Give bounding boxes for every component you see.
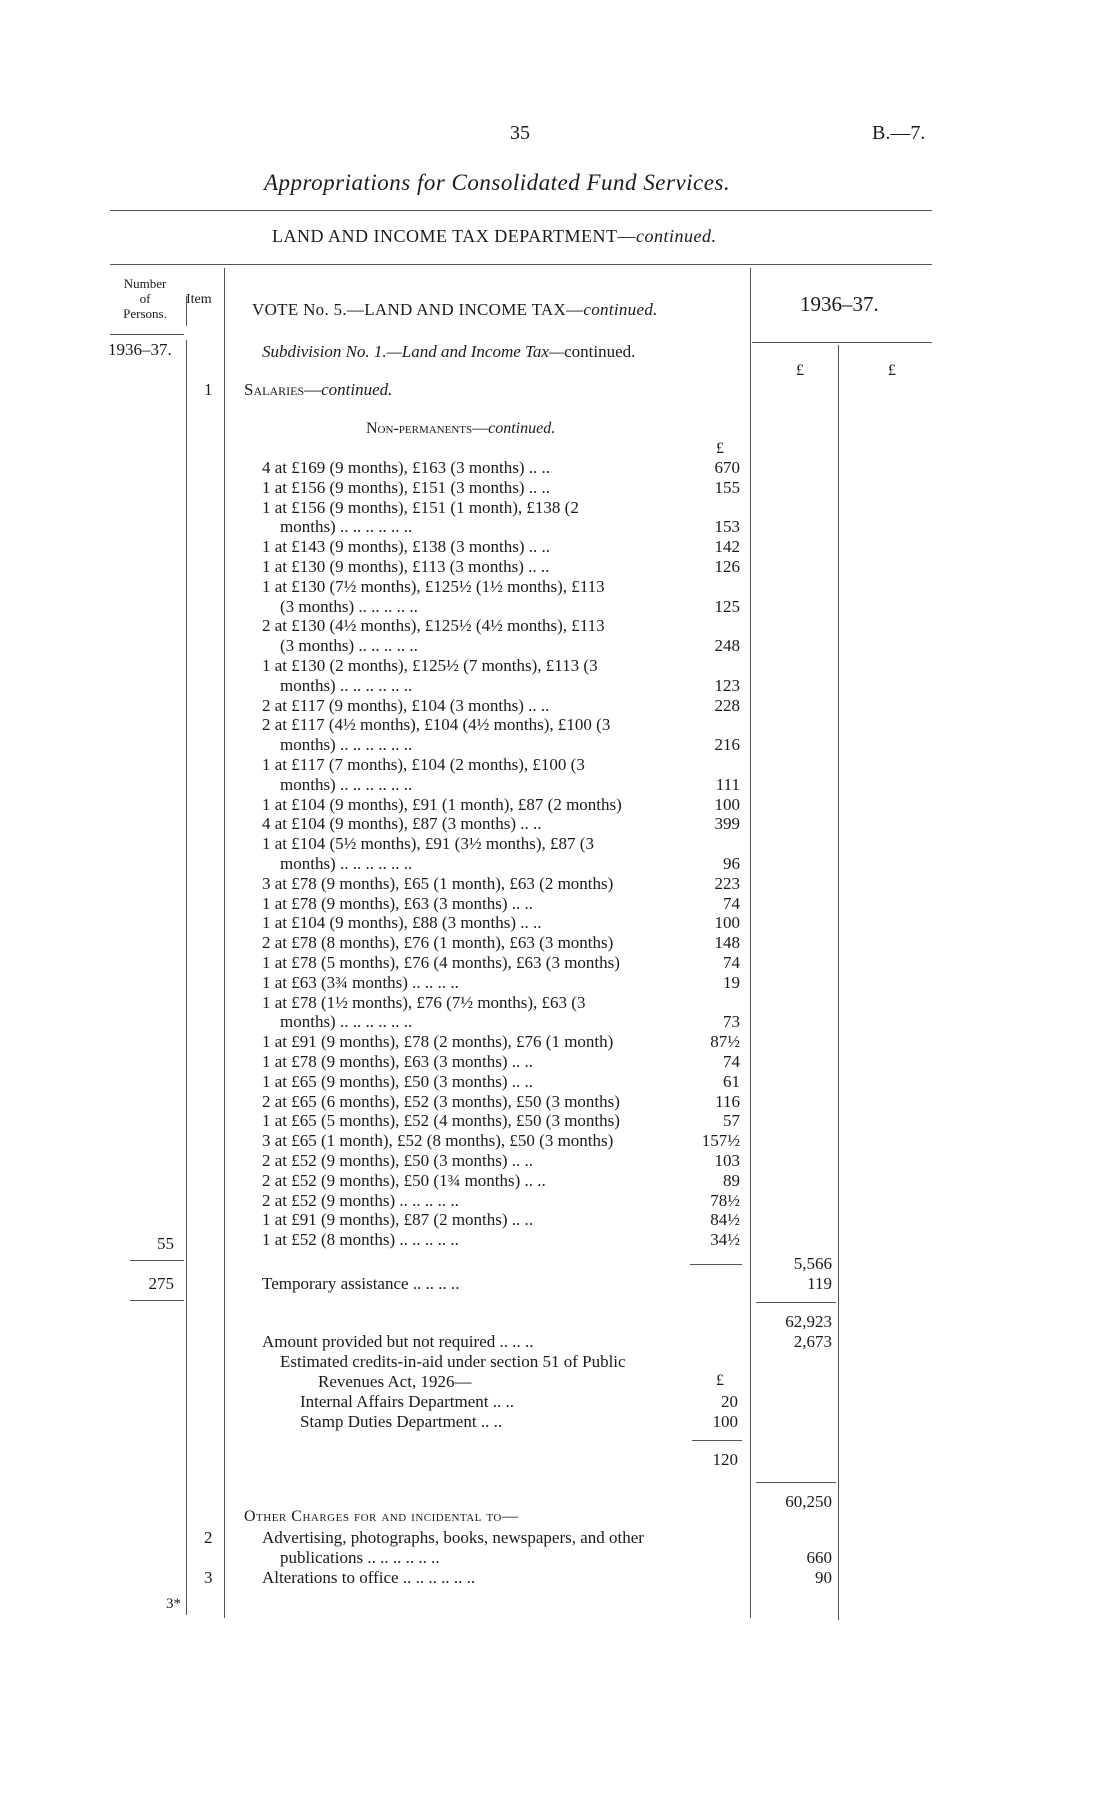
salary-row-description: 1 at £65 (9 months), £50 (3 months) .. .. [262,1071,534,1091]
salary-row-amount: 142 [714,537,740,557]
salary-row-description: (3 months) .. .. .. .. .. [280,596,418,616]
salary-row-amount: 125 [714,596,740,616]
credits-label: Estimated credits-in-aid under section 51 of Public [280,1352,626,1371]
salary-row-description: 1 at £91 (9 months), £78 (2 months), £76 (1 month) [262,1032,614,1052]
salary-row-amount: 157½ [701,1131,740,1151]
salary-row-amount: 74 [723,893,740,913]
salary-row-amount: 103 [714,1151,740,1170]
gross-total: 62,923 [785,1312,832,1331]
salary-row [262,1012,740,1032]
number-of-persons-header [112,276,178,321]
salary-row-amount: 89 [723,1170,740,1190]
salary-row-description: (3 months) .. .. .. .. .. [280,636,418,656]
salary-row-amount: 126 [714,557,740,576]
salary-row-amount: 216 [714,735,740,755]
credits-total: 120 [712,1450,738,1469]
salary-row [262,537,740,557]
other-item-2-amount: 660 [806,1548,832,1567]
salary-row [262,1052,740,1072]
salary-row-description: 2 at £78 (8 months), £76 (1 month), £63 (3 months) [262,933,614,953]
salaries-heading [244,380,392,400]
salary-row [262,993,740,1013]
salary-row [262,597,740,617]
salary-row-amount: 78½ [710,1190,740,1210]
not-required-amount: 2,673 [793,1332,832,1351]
page-title: Appropriations for Consolidated Fund Services. [264,170,731,195]
salary-row [262,676,740,696]
net-total: 60,250 [785,1492,832,1511]
salary-row-amount: 19 [723,972,740,992]
salary-row-description: 1 at £104 (9 months), £91 (1 month), £87 (2 months) [262,794,622,814]
salary-row-description: 1 at £65 (5 months), £52 (4 months), £50 (3 months) [262,1111,620,1131]
salary-row [262,953,740,973]
salary-row [262,1151,740,1171]
pound-col2-header: £ [888,362,896,379]
salary-row-amount: 84½ [710,1210,740,1230]
salaries-subtotal-rule [690,1264,742,1265]
salary-row-amount: 148 [714,933,740,953]
salary-row-description: 3 at £78 (9 months), £65 (1 month), £63 (2 months) [262,873,614,893]
salary-row [262,735,740,755]
vote-title: VOTE No. 5.—LAND AND INCOME TAX— [252,300,584,319]
divider-col1-col2 [838,345,839,1620]
credits-rule [692,1440,742,1441]
item-header: Item [186,292,212,307]
salary-row-description: 2 at £117 (4½ months), £104 (4½ months), £100 (3 [262,715,611,735]
salary-row-description: 1 at £156 (9 months), £151 (1 month), £138 (2 [262,497,579,517]
salary-row-description: 4 at £169 (9 months), £163 (3 months) .. .. [262,458,551,477]
salaries-cont: continued. [321,380,393,399]
other-item-2-desc: Advertising, photographs, books, newspapers, and other [262,1528,644,1547]
salary-row-description: 4 at £104 (9 months), £87 (3 months) .. .. [262,814,542,834]
salary-row [262,894,740,914]
salary-row-amount: 96 [723,854,740,873]
number-label-2: of [139,291,151,306]
salary-row-description: 1 at £63 (3¾ months) .. .. .. .. [262,972,459,992]
divider-item-desc [224,268,225,1618]
internal-affairs-label: Internal Affairs Department .. .. [300,1392,515,1411]
salary-row [262,498,740,518]
salaries-pound-sign: £ [716,440,724,457]
salary-row-description: 1 at £78 (5 months), £76 (4 months), £63 (3 months) [262,953,620,972]
salary-row [262,913,740,933]
salary-row [262,1072,740,1092]
salary-row-amount: 34½ [710,1230,740,1250]
salary-row [262,696,740,716]
persons-year: 1936–37. [108,340,172,359]
vote-heading [252,300,658,320]
salary-row-amount: 670 [714,458,740,477]
salary-row-description: 1 at £104 (5½ months), £91 (3½ months), £87 (3 [262,834,594,854]
persons-total-rule [130,1300,184,1301]
salary-row [262,795,740,815]
salary-row [262,577,740,597]
department-name: LAND AND INCOME TAX DEPARTMENT— [272,226,636,246]
salary-row-description: 2 at £52 (9 months) .. .. .. .. .. [262,1190,459,1210]
salary-row [262,557,740,577]
salary-row-description: 1 at £117 (7 months), £104 (2 months), £100 (3 [262,755,585,774]
salary-row [262,1171,740,1191]
page-number: 35 [510,122,530,144]
salary-row [262,636,740,656]
salary-row-description: months) .. .. .. .. .. .. [280,517,413,537]
salary-row-description: months) .. .. .. .. .. .. [280,735,413,755]
salary-row-amount: 155 [714,477,740,497]
salary-row-amount: 61 [723,1071,740,1091]
persons-header-rule [110,334,184,335]
salary-row-description: 1 at £52 (8 months) .. .. .. .. .. [262,1230,459,1250]
persons-count: 55 [157,1234,174,1253]
other-item-3-desc: Alterations to office .. .. .. .. .. .. [262,1568,476,1587]
salary-row-amount: 74 [723,1052,740,1071]
salary-row-amount: 228 [714,695,740,715]
nonpermanents-cont: continued. [488,420,556,437]
credits-label-2: Revenues Act, 1926— [318,1372,472,1391]
salary-row-description: 1 at £78 (9 months), £63 (3 months) .. .. [262,1052,534,1071]
salary-row-amount: 223 [714,873,740,893]
credits-pound-sign: £ [716,1372,724,1389]
stamp-duties-amount: 100 [712,1412,738,1431]
salary-row-description: 1 at £130 (7½ months), £125½ (1½ months), £113 [262,576,605,596]
number-label-1: Number [123,276,167,291]
salary-row-amount: 111 [715,774,740,794]
document-reference: B.—7. [872,122,926,144]
salary-row-description: 1 at £130 (2 months), £125½ (7 months), £113 (3 [262,656,598,675]
salary-row-description: 2 at £65 (6 months), £52 (3 months), £50 (3 months) [262,1091,620,1111]
other-charges-heading: Other Charges for and incidental to— [244,1508,519,1525]
nonpermanents-heading [366,420,555,438]
salary-row-description: 2 at £52 (9 months), £50 (1¾ months) .. .. [262,1170,546,1190]
number-label-3: Persons. [123,306,167,321]
salary-row-amount: 153 [714,517,740,537]
salary-row [262,874,740,894]
other-item-3-amount: 90 [815,1568,832,1587]
stamp-duties-label: Stamp Duties Department .. .. [300,1412,503,1431]
salary-row [262,458,740,478]
salary-row-description: 3 at £65 (1 month), £52 (8 months), £50 (3 months) [262,1131,614,1151]
salary-row [262,656,740,676]
persons-subtotal-rule [130,1260,184,1261]
salary-row-description: months) .. .. .. .. .. .. [280,675,413,695]
salary-row-description: months) .. .. .. .. .. .. [280,774,413,794]
year-header-rule [752,342,932,343]
internal-affairs-amount: 20 [721,1392,738,1411]
subdivision-heading [262,342,635,362]
salary-row [262,715,740,735]
salary-row [262,1210,740,1230]
department-heading [272,226,716,247]
year-header: 1936–37. [800,292,879,316]
salary-row-amount: 74 [723,953,740,972]
salary-row [262,814,740,834]
salary-row [262,517,740,537]
not-required-label: Amount provided but not required .. .. .. [262,1332,534,1351]
other-item-2-number: 2 [204,1528,213,1547]
salary-row-description: 1 at £143 (9 months), £138 (3 months) .. .. [262,537,551,557]
salary-row-description: 1 at £78 (1½ months), £76 (7½ months), £63 (3 [262,992,586,1012]
salary-row-description: 2 at £117 (9 months), £104 (3 months) .. .. [262,695,550,715]
salary-row-amount: 116 [715,1091,740,1111]
salaries-item-number: 1 [204,380,213,399]
temporary-label: Temporary assistance .. .. .. .. [262,1274,460,1293]
other-item-3-number: 3 [204,1568,213,1587]
salary-row-amount: 57 [723,1111,740,1131]
salary-row [262,755,740,775]
title-rule [110,210,932,211]
salary-row [262,616,740,636]
table-top-rule [110,264,932,265]
salary-row [262,973,740,993]
salaries-subtotal: 5,566 [793,1254,832,1273]
subdivision-cont: continued. [564,342,636,361]
temporary-persons: 275 [148,1274,174,1293]
salary-row [262,1230,740,1250]
salary-row-description: 2 at £52 (9 months), £50 (3 months) .. .. [262,1151,534,1170]
pound-col1-header: £ [796,362,804,379]
salaries-label: Salaries— [244,380,322,399]
salary-row-description: 1 at £78 (9 months), £63 (3 months) .. .. [262,893,534,913]
salary-row-amount: 100 [714,794,740,814]
divider-desc-col1 [750,268,751,1618]
gross-rule [756,1302,836,1303]
salary-row-description: 1 at £91 (9 months), £87 (2 months) .. .. [262,1210,534,1230]
nonpermanents-label: Non-permanents— [366,420,489,437]
salary-row-description: 1 at £104 (9 months), £88 (3 months) .. .. [262,913,542,933]
salary-row [262,834,740,854]
temporary-amount: 119 [807,1274,832,1293]
salary-row-amount: 123 [714,675,740,695]
salary-row [262,1032,740,1052]
department-cont: continued. [636,226,717,246]
salary-row-description: months) .. .. .. .. .. .. [280,854,413,873]
net-rule [756,1482,836,1483]
salary-row-description: 1 at £130 (9 months), £113 (3 months) .. .. [262,557,550,576]
salary-row [262,775,740,795]
signature-mark: 3* [166,1596,181,1612]
salary-row [262,854,740,874]
salary-row-description: months) .. .. .. .. .. .. [280,1012,413,1032]
vote-cont: continued. [583,300,658,319]
salary-row-amount: 87½ [710,1032,740,1052]
salary-row [262,1092,740,1112]
salary-row-amount: 399 [714,814,740,834]
salary-row-description: 1 at £156 (9 months), £151 (3 months) .. .. [262,477,551,497]
salary-row [262,478,740,498]
salary-row-description: 2 at £130 (4½ months), £125½ (4½ months), £113 [262,616,605,636]
salary-row-amount: 100 [714,913,740,933]
subdivision-title: Subdivision No. 1.—Land and Income Tax— [262,342,565,361]
salary-row-amount: 248 [714,636,740,656]
salary-row-amount: 73 [723,1012,740,1032]
other-item-2-desc-2: publications .. .. .. .. .. .. [280,1548,440,1567]
divider-persons-item-body [186,340,187,1615]
salary-row [262,1131,740,1151]
salary-row [262,933,740,953]
salary-row [262,1191,740,1211]
salary-row [262,1111,740,1131]
